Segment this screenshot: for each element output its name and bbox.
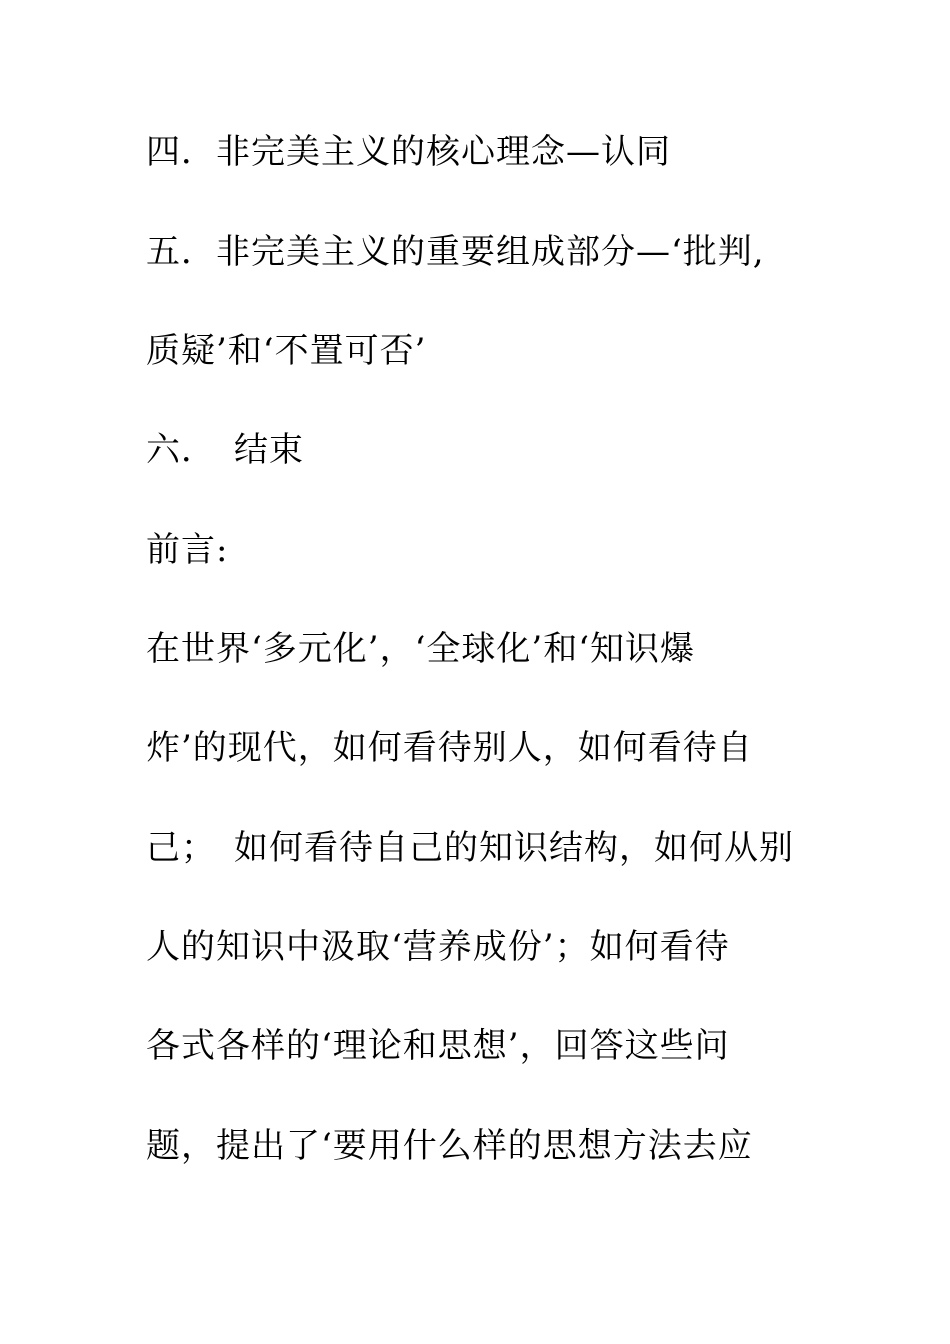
preface-line: 各式各样的‘理论和思想’，回答这些问 — [146, 1026, 730, 1066]
toc-item-4: 四．非完美主义的核心理念—认同 — [146, 132, 671, 172]
preface-heading: 前言: — [146, 530, 229, 570]
preface-line: 在世界‘多元化’，‘全球化’和‘知识爆 — [146, 629, 696, 669]
preface-line: 题，提出了‘要用什么样的思想方法去应 — [146, 1126, 753, 1166]
preface-line: 炸’的现代，如何看待别人，如何看待自 — [146, 728, 753, 768]
preface-line: 己； 如何看待自己的知识结构，如何从别 — [146, 828, 794, 868]
toc-item-6: 六． 结束 — [146, 430, 304, 470]
toc-item-5-line-2: 质疑’和‘不置可否’ — [146, 331, 427, 371]
toc-item-5-line-1: 五．非完美主义的重要组成部分—‘批判, — [146, 232, 765, 272]
preface-line: 人的知识中汲取‘营养成份’；如何看待 — [146, 927, 730, 967]
